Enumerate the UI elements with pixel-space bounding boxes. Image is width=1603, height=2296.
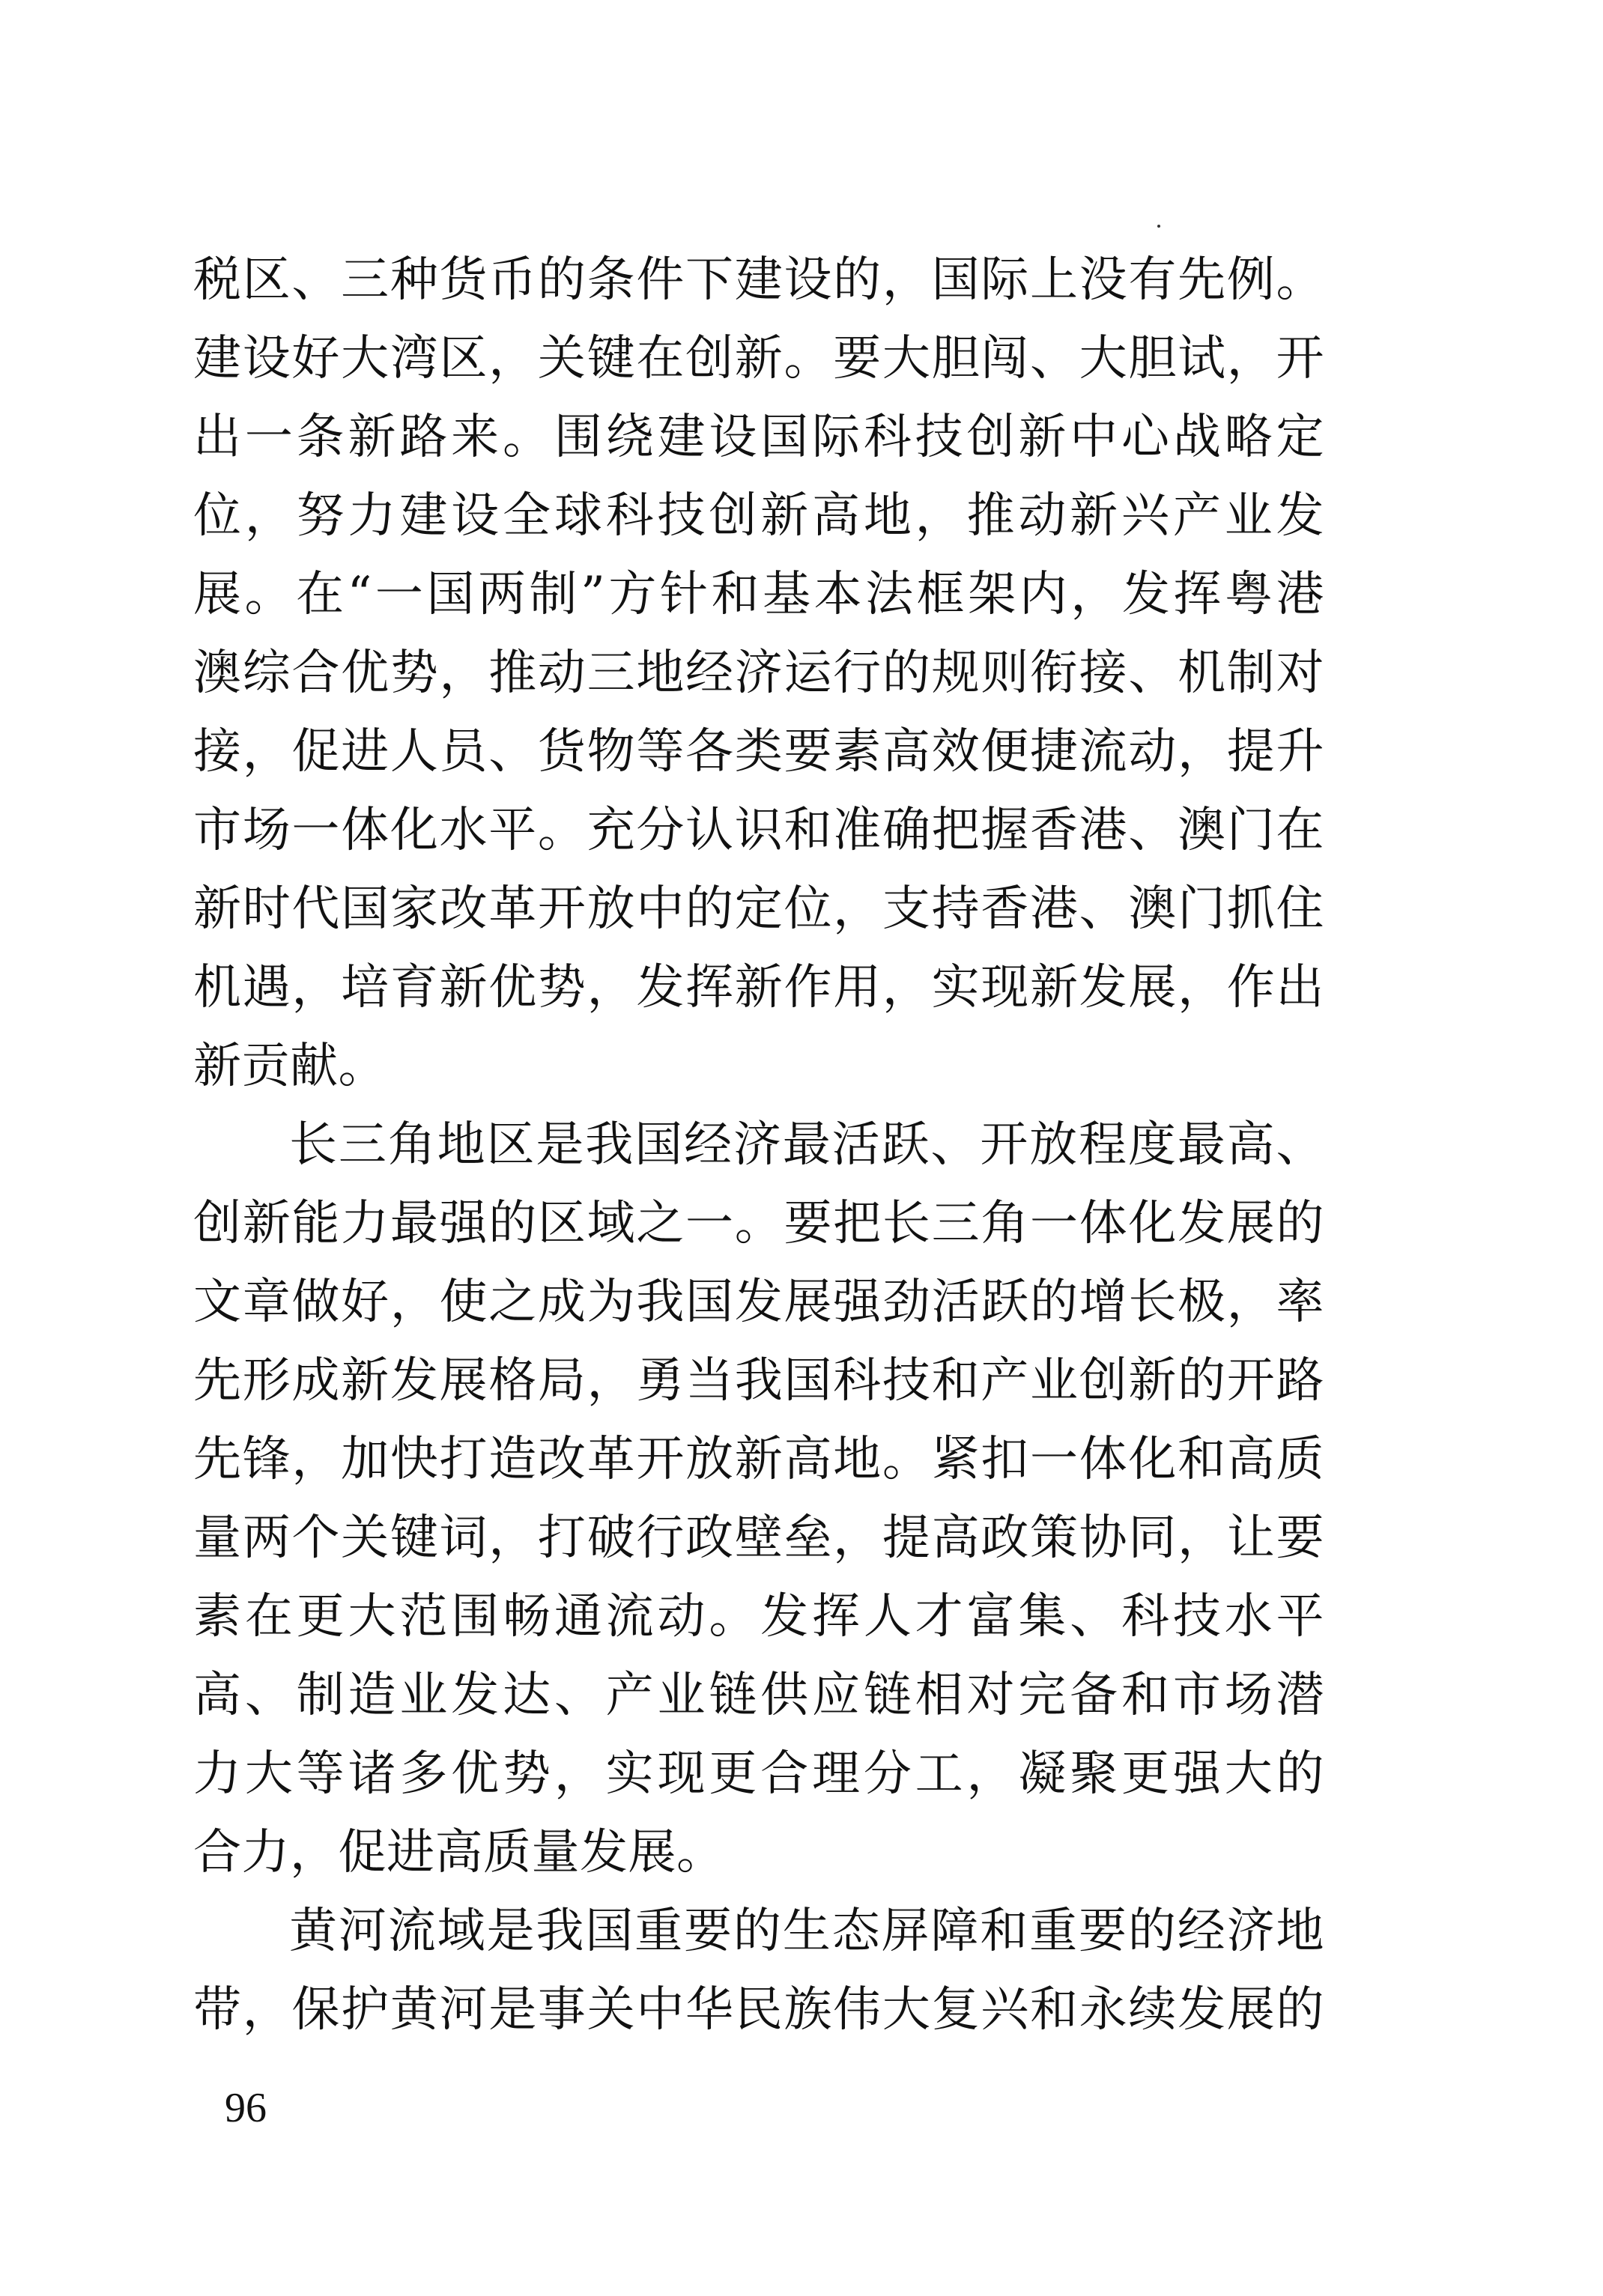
text-line: 先形成新发展格局，勇当我国科技和产业创新的开路: [193, 1353, 1324, 1409]
text-line: 量两个关键词，打破行政壁垒，提高政策协同，让要: [193, 1510, 1324, 1566]
page-number: 96: [225, 2085, 267, 2131]
text-line: 创新能力最强的区域之一。要把长三角一体化发展的: [193, 1196, 1324, 1251]
text-line: 黄河流域是我国重要的生态屏障和重要的经济地: [289, 1904, 1324, 1959]
text-line: 展。在“一国两制”方针和基本法框架内，发挥粤港: [193, 567, 1324, 622]
text-line: 高、制造业发达、产业链供应链相对完备和市场潜: [193, 1668, 1324, 1723]
text-line: 素在更大范围畅通流动。发挥人才富集、科技水平: [193, 1589, 1324, 1644]
text-line: 税区、三种货币的条件下建设的，国际上没有先例。: [193, 252, 1324, 308]
text-line: 合力，促进高质量发展。: [193, 1825, 725, 1880]
text-line: 接，促进人员、货物等各类要素高效便捷流动，提升: [193, 724, 1324, 780]
body-text: [193, 241, 1324, 2050]
text-line: 位，努力建设全球科技创新高地，推动新兴产业发: [193, 488, 1324, 544]
text-line: 新贡献。: [193, 1039, 387, 1094]
text-line: 长三角地区是我国经济最活跃、开放程度最高、: [289, 1117, 1324, 1173]
text-line: 机遇，培育新优势，发挥新作用，实现新发展，作出: [193, 960, 1324, 1015]
text-line: 建设好大湾区，关键在创新。要大胆闯、大胆试，开: [193, 331, 1324, 386]
text-line: 先锋，加快打造改革开放新高地。紧扣一体化和高质: [193, 1432, 1324, 1487]
text-line: 出一条新路来。围绕建设国际科技创新中心战略定: [193, 410, 1324, 465]
text-line: 市场一体化水平。充分认识和准确把握香港、澳门在: [193, 803, 1324, 858]
print-speck: [1157, 225, 1160, 228]
text-line: 澳综合优势，推动三地经济运行的规则衔接、机制对: [193, 646, 1324, 701]
text-line: 力大等诸多优势，实现更合理分工，凝聚更强大的: [193, 1746, 1324, 1802]
text-line: 新时代国家改革开放中的定位，支持香港、澳门抓住: [193, 881, 1324, 937]
text-line: 带，保护黄河是事关中华民族伟大复兴和永续发展的: [193, 1982, 1324, 2038]
text-line: 文章做好，使之成为我国发展强劲活跃的增长极，率: [193, 1275, 1324, 1330]
